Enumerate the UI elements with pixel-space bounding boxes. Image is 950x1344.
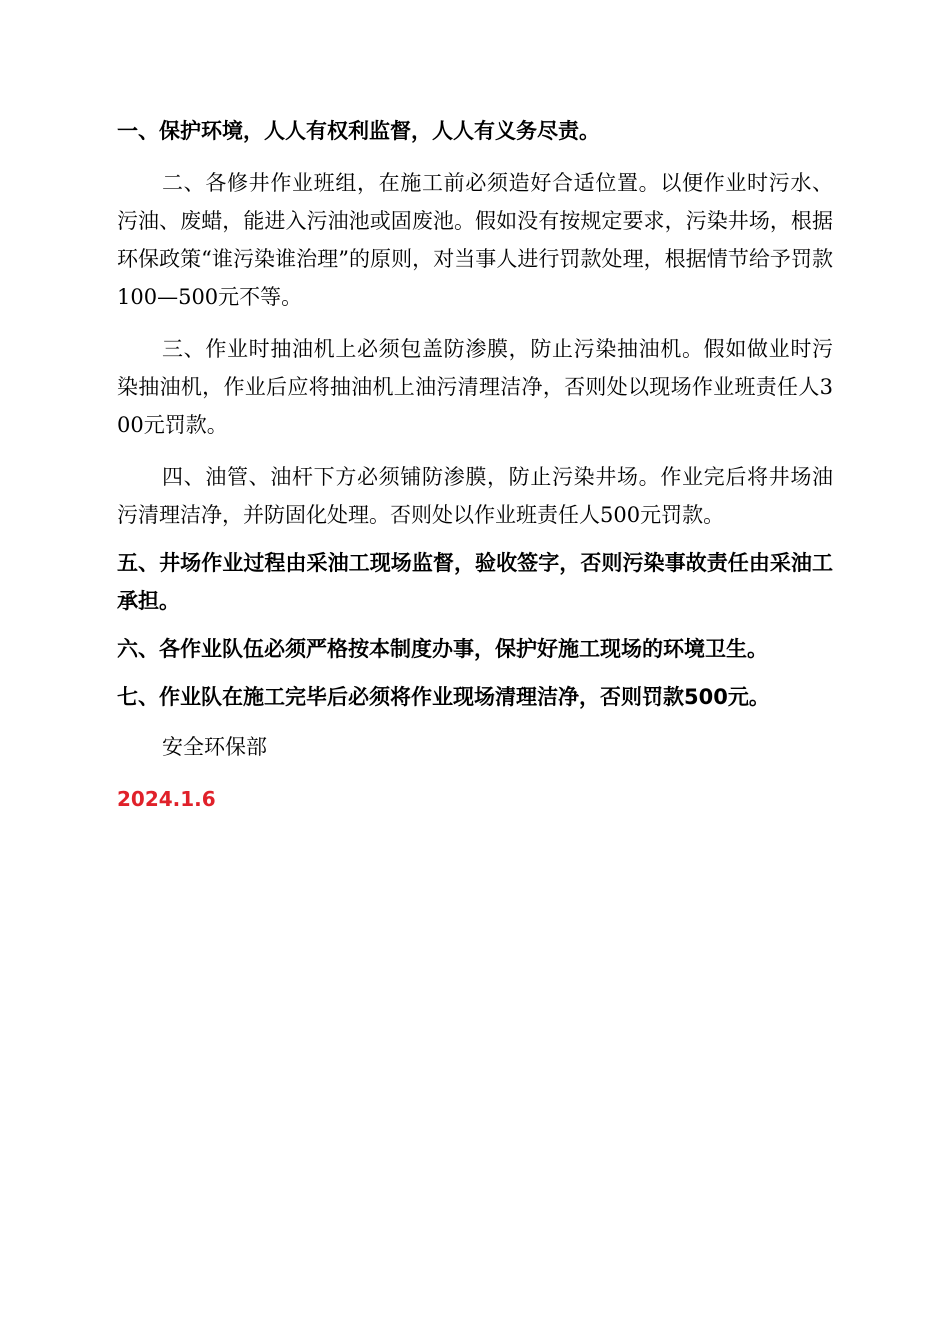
document-body (117, 112, 833, 818)
rule-item-4: 四、油管、油杆下方必须铺防渗膜，防止污染井场。作业完后将井场油污清理洁净，并防固化处理。否则处以作业班责任人500元罚款。 (117, 465, 833, 527)
rule-item-2: 二、各修井作业班组，在施工前必须造好合适位置。以便作业时污水、污油、废蜡，能进入污油池或固废池。假如没有按规定要求，污染井场，根据环保政策“谁污染谁治理”的原则，对当事人进行罚款处理，根据情节给予罚款100—500元不等。 (117, 171, 833, 309)
rule-item-1: 一、保护环境，人人有权利监督，人人有义务尽责。 (117, 119, 600, 143)
rule-item-3: 三、作业时抽油机上必须包盖防渗膜，防止污染抽油机。假如做业时污染抽油机，作业后应将抽油机上油污清理洁净，否则处以现场作业班责任人300元罚款。 (117, 337, 833, 437)
rule-item-6: 六、各作业队伍必须严格按本制度办事，保护好施工现场的环境卫生。 (117, 637, 768, 661)
document-date: 2024.1.6 (117, 787, 216, 811)
signature-department: 安全环保部 (162, 735, 267, 759)
rule-item-5: 五、井场作业过程由采油工现场监督，验收签字，否则污染事故责任由采油工承担。 (117, 551, 833, 613)
rule-item-7: 七、作业队在施工完毕后必须将作业现场清理洁净，否则罚款500元。 (117, 685, 770, 709)
